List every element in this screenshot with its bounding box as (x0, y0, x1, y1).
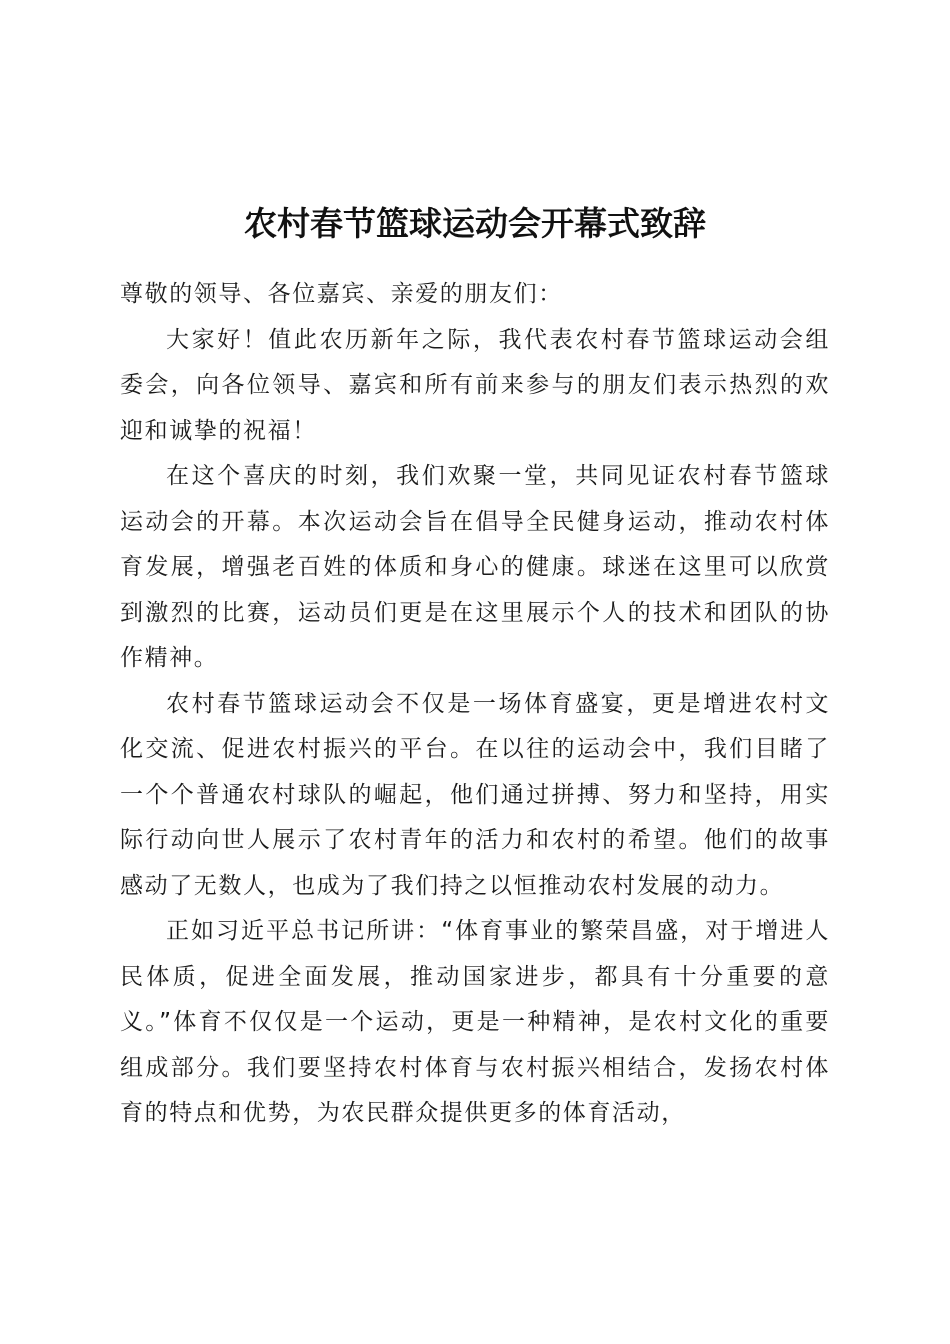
page-title: 农村春节篮球运动会开幕式致辞 (244, 204, 706, 244)
salutation: 尊敬的领导、各位嘉宾、亲爱的朋友们： (120, 281, 563, 307)
paragraph-1: 大家好！值此农历新年之际，我代表农村春节篮球运动会组委会，向各位领导、嘉宾和所有前来参与的朋友们表示热烈的欢迎和诚挚的祝福！ (120, 326, 830, 444)
paragraph-3: 农村春节篮球运动会不仅是一场体育盛宴，更是增进农村文化交流、促进农村振兴的平台。在以往的运动会中，我们目睹了一个个普通农村球队的崛起，他们通过拼搏、努力和坚持，用实际行动向世人展示了农村青年的活力和农村的希望。他们的故事感动了无数人，也成为了我们持之以恒推动农村发展的动力。 (120, 690, 830, 899)
paragraph-2: 在这个喜庆的时刻，我们欢聚一堂，共同见证农村春节篮球运动会的开幕。本次运动会旨在倡导全民健身运动，推动农村体育发展，增强老百姓的体质和身心的健康。球迷在这里可以欣赏到激烈的比赛，运动员们更是在这里展示个人的技术和团队的协作精神。 (120, 463, 830, 671)
paragraph-4: 正如习近平总书记所讲：“体育事业的繁荣昌盛，对于增进人民体质，促进全面发展，推动国家进步，都具有十分重要的意义。”体育不仅仅是一个运动，更是一种精神，是农村文化的重要组成部分。我们要坚持农村体育与农村振兴相结合，发扬农村体育的特点和优势，为农民群众提供更多的体育活动， (120, 918, 830, 1126)
document-body (120, 272, 830, 1137)
